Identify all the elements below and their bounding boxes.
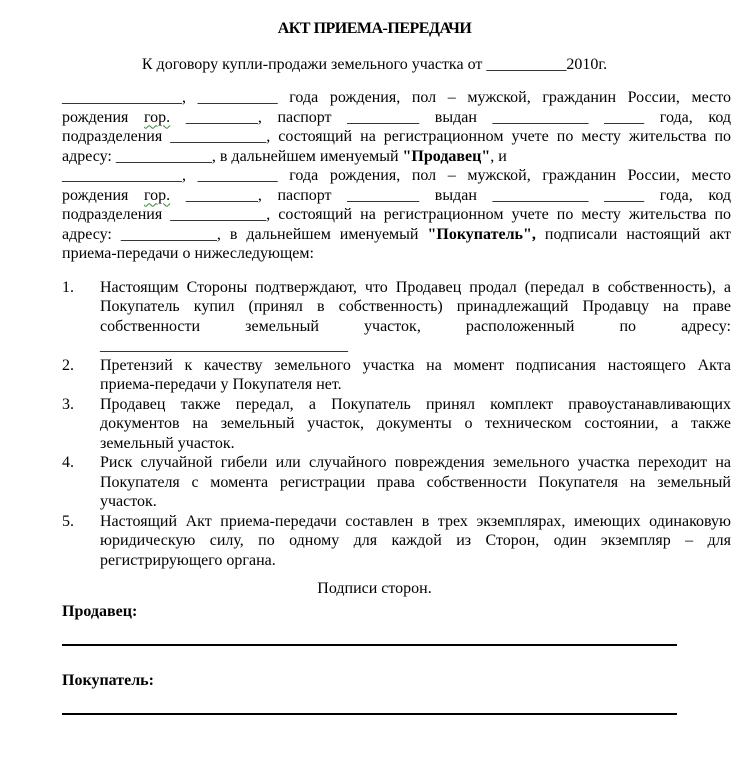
text-line <box>62 244 731 264</box>
buyer-signature-block <box>62 670 731 715</box>
text-run: рождения <box>62 186 145 204</box>
signatures-heading: Подписи сторон. <box>317 580 432 597</box>
text-line <box>100 492 731 512</box>
buyer-signature-line <box>62 713 677 715</box>
text-run: _________, паспорт _________ выдан ____________ _____ года, код <box>170 108 731 126</box>
text-run: подписали настоящий акт <box>535 225 732 243</box>
text-run: Настоящим Стороны подтверждают, что Продавец продал (передал в собственность), а <box>100 278 731 296</box>
text-line <box>100 317 731 337</box>
item-number: 3. <box>62 395 74 413</box>
text-line <box>62 205 731 225</box>
list-item-1 <box>62 278 731 356</box>
list-item-5 <box>62 512 731 571</box>
item-text <box>100 395 731 454</box>
text-run: подразделения ____________, состоящий на регистрационном учете по месту жительства по <box>62 206 731 223</box>
text-line <box>100 531 731 551</box>
item-number: 1. <box>62 278 74 296</box>
text-run: участок. <box>100 493 157 510</box>
text-run: Продавец также передал, а Покупатель принял комплект правоустанавливающих <box>100 395 731 413</box>
text-run: регистрирующего органа. <box>100 551 276 569</box>
text-run: рождения <box>62 108 145 126</box>
text-run: адресу: ____________, в дальнейшем именуемый <box>62 225 428 243</box>
text-run: гор. <box>144 186 171 204</box>
text-line <box>62 127 731 147</box>
text-run: земельный участок. <box>100 434 235 452</box>
list-item-4 <box>62 453 731 512</box>
text-line <box>100 453 731 473</box>
list-item-2 <box>62 356 731 395</box>
text-run: Претензий к качеству земельного участка на момент подписания настоящего Акта <box>100 356 731 374</box>
text-run: подразделения ____________, состоящий на регистрационном учете по месту жительства по <box>62 128 731 145</box>
text-line <box>62 88 731 108</box>
text-line <box>100 473 731 493</box>
text-line <box>100 414 731 434</box>
document-title: АКТ ПРИЕМА-ПЕРЕДАЧИ <box>277 20 472 37</box>
text-run: Риск случайной гибели или случайного повреждения земельного участка переходит на <box>100 454 731 471</box>
document-subtitle: К договору купли-продажи земельного участка от __________2010г. <box>141 56 608 73</box>
text-line <box>62 108 731 128</box>
numbered-list <box>62 278 731 571</box>
text-line <box>62 166 731 186</box>
item-text <box>100 512 731 571</box>
text-line <box>100 512 731 532</box>
text-run: Покупатель купил (принял в собственность) принадлежащий Продавцу на праве <box>100 298 731 315</box>
item-number: 5. <box>62 512 74 530</box>
seller-signature-block <box>62 601 731 646</box>
item-text <box>100 356 731 395</box>
text-run: собственности земельный участок, расположенный по адресу: <box>100 317 731 335</box>
item-number: 2. <box>62 356 74 374</box>
text-line <box>100 336 731 356</box>
text-line <box>62 186 731 206</box>
seller-party-paragraph <box>62 88 731 166</box>
text-run: адресу: ____________, в дальнейшем именуемый <box>62 147 403 165</box>
text-line <box>100 395 731 415</box>
text-line <box>100 434 731 454</box>
buyer-party-paragraph <box>62 166 731 264</box>
text-run: приема-передачи у Покупателя нет. <box>100 376 342 393</box>
text-run: Настоящий Акт приема-передачи составлен в трех экземплярах, имеющих одинаковую <box>100 512 731 530</box>
item-text <box>100 453 731 512</box>
text-line <box>100 297 731 317</box>
text-line <box>62 225 731 245</box>
text-run: _________, паспорт _________ выдан ____________ _____ года, код <box>170 186 731 204</box>
text-run: _______________, __________ года рождения, пол – мужской, гражданин России, место <box>62 89 731 106</box>
text-line <box>100 356 731 376</box>
text-run: _______________________________ <box>100 337 348 354</box>
text-run: юридическую силу, по одному для каждой из Сторон, один экземпляр – для <box>100 532 731 549</box>
text-run: , и <box>490 147 507 165</box>
bold-text-run: "Продавец" <box>402 147 491 165</box>
text-line <box>62 147 731 167</box>
seller-signature-line <box>62 644 677 646</box>
item-text <box>100 278 731 356</box>
text-line <box>100 375 731 395</box>
text-run: _______________, __________ года рождения, пол – мужской, гражданин России, место <box>62 167 731 184</box>
text-run: гор. <box>144 108 171 126</box>
text-line <box>100 551 731 571</box>
bold-text-run: "Покупатель", <box>427 225 536 243</box>
text-run: Покупателя с момента регистрации права собственности Покупателя на земельный <box>100 473 731 491</box>
buyer-label: Покупатель: <box>62 672 154 689</box>
item-number: 4. <box>62 454 74 471</box>
seller-label: Продавец: <box>62 603 138 620</box>
list-item-3 <box>62 395 731 454</box>
text-line <box>100 278 731 298</box>
text-run: документов на земельный участок, документы о техническом состоянии, а также <box>100 415 731 432</box>
text-run: приема-передачи о нижеследующем: <box>62 245 314 262</box>
